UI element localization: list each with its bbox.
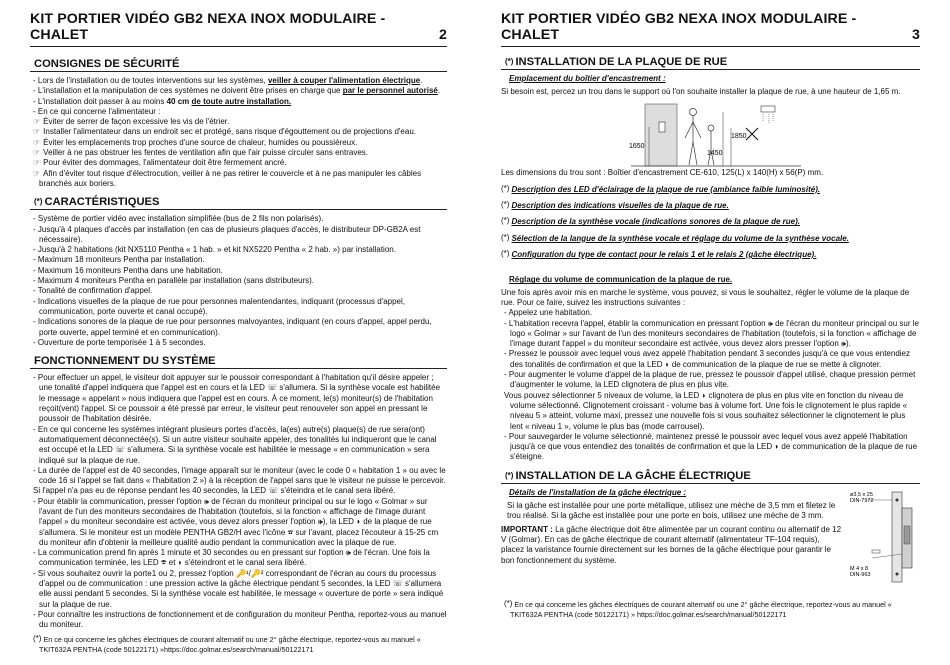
safety-line-2: - L'installation et la manipulation de ces systèmes ne doivent être prises en charge que par le personnel autorisé. — [33, 86, 441, 96]
safety-bullet: ☞ Pour éviter des dommages, l'alimentateur doit être fermement ancré. — [33, 158, 287, 168]
install-dims-text: Les dimensions du trou sont : Boîtier d'encastrement CE-610, 125(L) x 140(H) x 56(P) mm. — [501, 167, 824, 177]
feature-item: - Maximum 18 moniteurs Pentha par installation. — [33, 255, 205, 265]
feature-item: - Jusqu'à 4 plaques d'accès par installation (en cas de plusieurs plaques d'accès, le distributeur DP-GB2A est nécessaire). — [33, 224, 421, 244]
page-number: 3 — [912, 27, 920, 43]
bullet-hand-icon: ☞ — [33, 158, 41, 168]
bullet-hand-icon: ☞ — [33, 168, 41, 178]
feature-item: - Jusqu'à 2 habitations (kit NX5110 Pentha « 1 hab. » et kit NX5220 Pentha « 2 hab. ») par installation. — [33, 245, 396, 255]
safety-bullet: ☞ Installer l'alimentateur dans un endroit sec et protégé, sans risque d'égouttement ou de projections d'eau. — [33, 127, 416, 137]
features-list — [30, 214, 447, 348]
volume-item: - L'habitation recevra l'appel, établir la communication en pressant l'option 🕪 de l'écran du moniteur principal ou sur le logo « Golmar » sur l'avant de l'un des moniteurs secondaires de l'habitation (toutefois, si la fonction « affichage de l'image durant l'appel » du moniteur secondaire est activée, vous devez alors presser l'option 🕪). — [504, 318, 919, 349]
safety-bullets — [30, 117, 447, 189]
header-title: KIT PORTIER VIDÉO GB2 NEXA INOX MODULAIRE - CHALET — [30, 11, 386, 43]
install-text: Si besoin est, percez un trou dans le support où l'on souhaite installer la plaque de rue, à une hauteur de 1,65 m. — [501, 87, 901, 97]
footnote-left: (*) En ce qui concerne les gâches électriques de courant alternatif ou une 2° gâche électrique, reportez-vous au manuel « TKIT632A PENTHA (code 50122171) »https://doc.golmar.es/search/manual/50122171 — [33, 633, 421, 654]
operation-item: - La durée de l'appel est de 40 secondes, l'image apparaît sur le moniteur (avec le code 0 « habitation 1 » ou avec le code 16 si l'appel se fait dans « l'habitation 2 ») à la réception de l'appel sans que le visiteur ne puisse le percevoir. — [33, 465, 446, 486]
volume-item: - Pour sauvegarder le volume sélectionné, maintenez pressé le poussoir avec lequel vous avez appelé l'habitation jusqu'à ce que vous entendiez des tonalités de confirmation et que la LED ◗ de communication de la plaque de rue s'éteigne. — [504, 431, 918, 462]
volume-item: Vous pouvez sélectionner 5 niveaux de volume, la LED ◗ clignotera de plus en plus vite en fonction du niveau de volume sélectionné. Clignotement croissant - volume bas à volume fort. Une fois le clignotement le plus rapide « niveau 5 » atteint, volume maxi, pressez une nouvelle fois si vous souhaitez sélectionner le clignotement le plus lent « niveau 1 », volume le plus bas (mode carrousel). — [504, 390, 908, 431]
lock-text-column — [501, 488, 848, 593]
feature-item: - Indications sonores de la plaque de rue pour personnes malvoyantes, indiquant (en cours d'appel, appel perdu, porte ouverte, appel terminé et en communication). — [33, 317, 432, 337]
section-title-install: (*) INSTALLATION DE LA PLAQUE DE RUE — [501, 55, 920, 70]
section-link[interactable]: (*) Configuration du type de contact pour le relais 1 et le relais 2 (gâche électrique). — [501, 249, 817, 260]
lock-label-2: DIN-7972 — [850, 497, 874, 504]
volume-item: - Pressez le poussoir avec lequel vous avez appelé l'habitation pendant 3 secondes jusqu'à ce que vous entendiez des tonalités de confirmation et que la LED ◗ de communication de la plaque de rue se mette à clignoter. — [504, 349, 910, 369]
feature-item: - Maximum 4 moniteurs Pentha en parallèle par installation (sans distributeurs). — [33, 276, 315, 286]
safety-line-1: - Lors de l'installation ou de toutes interventions sur les systèmes, veiller à couper l'alimentation électrique. — [33, 76, 423, 85]
safety-line-3: - L'installation doit passer à au moins 40 cm de toute autre installation. — [33, 96, 292, 106]
lock-paragraph-2: IMPORTANT : La gâche électrique doit être alimentée par un courant continu ou alternatif de 12 V (Golmar). En cas de gâche électrique de courant alternatif (alimentateur TF-104 requis), placez la varistance fournie directement sur les bornes de la gâche électrique pour garantir le bon fonctionnement du système. — [501, 524, 842, 565]
lock-section — [501, 488, 920, 593]
links-list — [501, 184, 920, 260]
install-subtitle: Emplacement du boîtier d'encastrement : — [509, 74, 666, 83]
section-link[interactable]: (*) Description des LED d'éclairage de la plaque de rue (ambiance faible luminosité). — [501, 183, 821, 194]
feature-item: - Ouverture de porte temporisée 1 à 5 secondes. — [33, 337, 206, 347]
page-header — [501, 0, 920, 47]
dim-1650: 1650 — [629, 142, 645, 150]
page-header — [30, 0, 447, 47]
operation-item: - En ce qui concerne les systèmes intégrant plusieurs portes d'accès, la(es) autre(s) plaque(s) de rue sera(ont) automatiquement déconnectée(s). Si un autre visiteur souhaite appeler, des tonalités lui indiqueront que le canal est occupé et la LED ☏ s'allumera. Si la synthèse vocale est habilitée le message « en communication » sera indiqué sur la plaque de rue. — [33, 424, 437, 465]
header-title: KIT PORTIER VIDÉO GB2 NEXA INOX MODULAIRE - CHALET — [501, 11, 857, 43]
safety-bullet: ☞ Veiller à ne pas obstruer les fentes de ventilation afin que l'air puisse circuler sans entraves. — [33, 148, 368, 158]
lock-paragraph-1: Si la gâche est installée pour une porte métallique, utilisez une mèche de 3,5 mm et filetez le trou réalisé. Si la gâche est installée pour une porte en bois, utilisez une mèche de 3 mm. — [507, 501, 836, 521]
feature-item: - Indications visuelles de la plaque de rue pour personnes malentendantes, indiquant (processus d'appel, communication, porte ouverte et canal occupé). — [33, 296, 405, 316]
installation-height-diagram — [501, 98, 920, 168]
section-link[interactable]: (*) Description des indications visuelles de la plaque de rue. — [501, 200, 729, 211]
lock-label-4: DIN-963 — [850, 571, 871, 578]
page-3 — [475, 0, 950, 665]
feature-item: - Système de portier vidéo avec installation simplifiée (bus de 2 fils non polarisés). — [33, 214, 324, 224]
electric-lock-illustration — [848, 488, 920, 588]
lock-label-1: ø3,5 x 25 — [850, 491, 873, 498]
safety-bullet: ☞ Éviter les emplacements trop proches d'une source de chaleur, humides ou poussiéreux. — [33, 137, 358, 147]
volume-title: Réglage du volume de communication de la plaque de rue. — [509, 275, 733, 285]
feature-item: - Maximum 16 moniteurs Pentha dans une habitation. — [33, 265, 223, 275]
bullet-hand-icon: ☞ — [33, 117, 41, 127]
operation-list — [30, 373, 447, 630]
section-link[interactable]: (*) Sélection de la langue de la synthèse vocale et réglage du volume de la synthèse vocale. — [501, 232, 849, 243]
page-number: 2 — [439, 27, 447, 43]
safety-bullet: ☞ Afin d'éviter tout risque d'électrocution, veiller à ne pas retirer le couvercle et à ne pas manipuler les câbles branchés aux boriers. — [33, 168, 422, 188]
footnote-right: (*) En ce qui concerne les gâches électriques de courant alternatif ou une 2° gâche électrique, reportez-vous au manuel « TKIT632A PENTHA (code 50122171) » https://doc.golmar.es/search/manual/50122171 — [504, 598, 892, 620]
volume-item: - Appelez une habitation. — [504, 308, 593, 318]
volume-item: - Pour augmenter le volume d'appel de la plaque de rue, pressez le poussoir d'appel utilisé, chaque pression permet d'augmenter le volume, la LED clignotera de plus en plus vite. — [504, 370, 916, 390]
section-title-operation: FONCTIONNEMENT DU SYSTÈME — [30, 354, 447, 369]
safety-bullet: ☞ Éviter de serrer de façon excessive les vis de l'étrier. — [33, 117, 230, 127]
section-title-lock: (*) INSTALLATION DE LA GÂCHE ÉLECTRIQUE — [501, 469, 920, 484]
lock-subtitle: Détails de l'installation de la gâche électrique : — [509, 487, 687, 497]
bullet-hand-icon: ☞ — [33, 148, 41, 158]
bullet-hand-icon: ☞ — [33, 127, 41, 137]
safety-line-4: - En ce qui concerne l'alimentateur : — [33, 106, 161, 116]
operation-item: Si l'appel n'a pas eu de réponse pendant les 40 secondes, la LED ☏ s'éteindra et le canal sera libéré. — [33, 486, 396, 496]
volume-intro: Une fois après avoir mis en marche le système, vous pouvez, si vous le souhaitez, régler le volume de la plaque de rue. Pour ce faire, suivez les instructions suivantes : — [501, 287, 910, 307]
dim-1850: 1850 — [731, 132, 747, 140]
operation-item: - La communication prend fin après 1 minute et 30 secondes ou en pressant sur l'option 🕪 de l'écran. Une fois la communication terminée, les LED ☏ et ◗ s'éteindront et le canal sera libéré. — [33, 548, 430, 568]
operation-item: - Pour effectuer un appel, le visiteur doit appuyer sur le poussoir correspondant à l'habitation qu'il désire appeler ; une tonalité d'appel indiquera que l'appel est en cours et la LED ☏ s'allumera. Si la synthèse vocale est habilitée le message « appelant » nous indiquera que l'appel est en cours. À ce moment, le(s) moniteur(s) de l'habitation reçoit(vent) l'appel. Si ce poussoir a été pressé par erreur, le visiteur peut renouveler son appel en pressant le poussoir de l'habitation désirée. — [33, 373, 441, 424]
lock-label-3: M 4 x 8 — [850, 565, 869, 572]
operation-item: - Pour établir la communication, presser l'option 🕪 de l'écran du moniteur principal ou sur le logo « Golmar » sur l'avant de l'un des moniteurs secondaires de l'habitation (toutefois, si la fonction « affichage de l'image durant l'appel » du moniteur secondaire est activée, vous devez alors presser l'option 🕪), la LED ◗ de la plaque de rue s'allumera. Si le moniteur est un modèle PENTHA GB2/H avec l'icône ☎ sur l'avant, placez l'écouteur à 15-25 cm du moniteur afin d'obtenir la meilleure qualité audio pendant la communication avec la plaque de rue. — [33, 496, 439, 547]
feature-item: - Tonalité de confirmation d'appel. — [33, 286, 153, 296]
operation-item: - Pour connaître les instructions de fonctionnement et de configuration du moniteur Pentha, reportez-vous au manuel du moniteur. — [33, 609, 447, 630]
operation-item: - Si vous souhaitez ouvrir la porte1 ou 2, pressez l'option 🔑¹/🔑² correspondant de l'écran au cours du processus d'appel ou de communication : une pression active la gâche électrique pendant 5 secondes, la LED ☏ s'allumera elle aussi pendant 5 secondes. Si la synthèse vocale est habilitée, le message « ouverture de porte » sera indiqué sur la plaque de rue. — [33, 568, 444, 609]
section-title-features: (*) CARACTÉRISTIQUES — [30, 195, 447, 210]
volume-list — [501, 308, 920, 462]
section-link[interactable]: (*) Description de la synthèse vocale (indications sonores de la plaque de rue). — [501, 216, 800, 227]
dim-1450: 1450 — [707, 149, 723, 157]
installation-diagram — [501, 98, 920, 168]
lock-figure — [848, 488, 920, 593]
bullet-hand-icon: ☞ — [33, 137, 41, 147]
section-title-safety: CONSIGNES DE SÉCURITÉ — [30, 57, 447, 72]
